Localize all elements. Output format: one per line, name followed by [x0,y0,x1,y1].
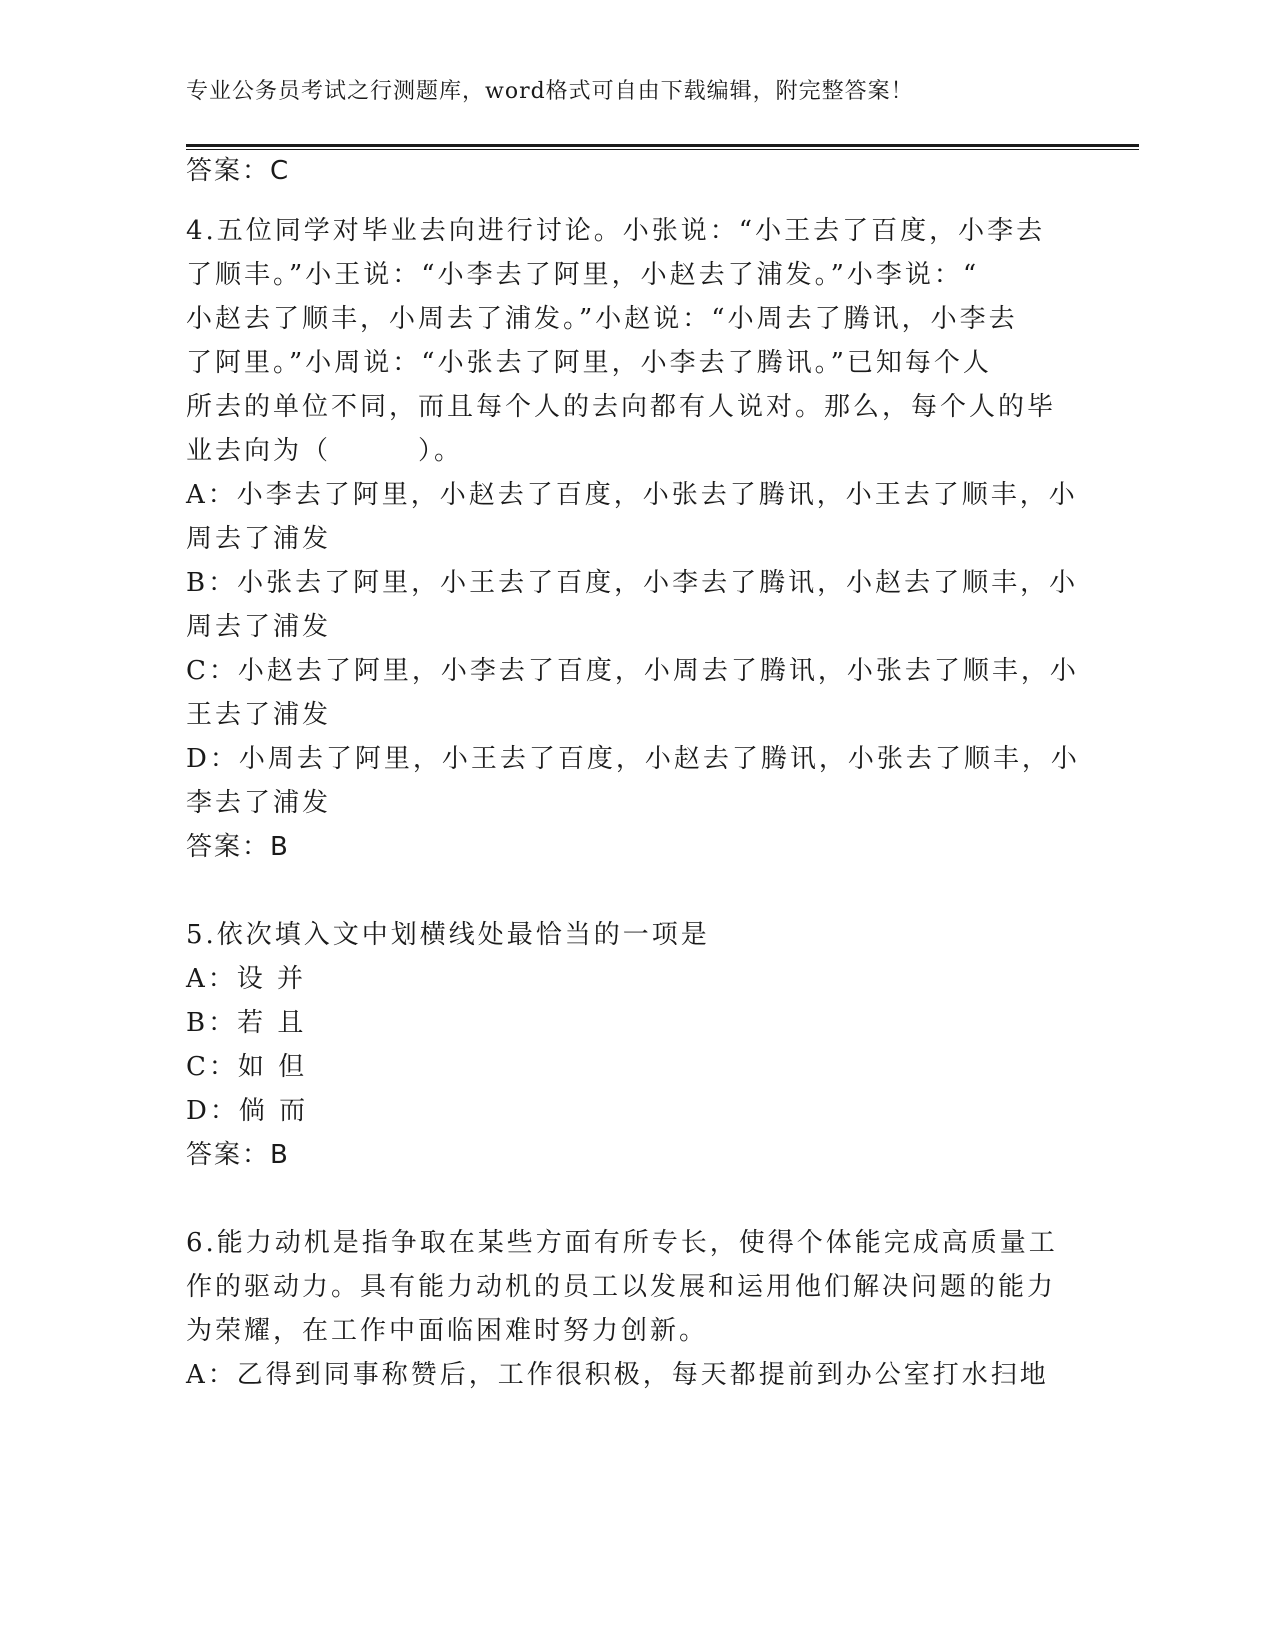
q5-option-c: C：如 但 [186,1052,308,1082]
q5-option-d: D：倘 而 [186,1096,309,1126]
q5-answer: 答案：B [186,1140,290,1170]
q6-stem-line: 作的驱动力。具有能力动机的员工以发展和运用他们解决问题的能力 [186,1272,1057,1302]
q5-option-b: B：若 且 [186,1008,307,1038]
q4-option-c-cont: 王去了浦发 [186,700,332,730]
q4-option-b-cont: 周去了浦发 [186,612,332,642]
q4-stem-line: 了阿里。”小周说：“小张去了阿里，小李去了腾讯。”已知每个人 [186,348,992,378]
q6-option-a: A：乙得到同事称赞后，工作很积极，每天都提前到办公室打水扫地 [186,1360,1049,1390]
header-divider-thin [186,149,1139,150]
q4-option-a-cont: 周去了浦发 [186,524,332,554]
q5-option-a: A：设 并 [186,964,307,994]
q4-option-d: D：小周去了阿里，小王去了百度，小赵去了腾讯，小张去了顺丰，小 [186,744,1080,774]
answer-prev-question: 答案：C [186,156,291,186]
q6-stem-line: 6.能力动机是指争取在某些方面有所专长，使得个体能完成高质量工 [186,1228,1058,1258]
q4-stem-line: 所去的单位不同，而且每个人的去向都有人说对。那么，每个人的毕 [186,392,1057,422]
q4-option-b: B：小张去了阿里，小王去了百度，小李去了腾讯，小赵去了顺丰，小 [186,568,1079,598]
page-header: 专业公务员考试之行测题库，word格式可自由下载编辑，附完整答案！ [186,79,914,104]
q4-option-c: C：小赵去了阿里，小李去了百度，小周去了腾讯，小张去了顺丰，小 [186,656,1079,686]
q4-stem-line: 小赵去了顺丰，小周去了浦发。”小赵说：“小周去了腾讯，小李去 [186,304,1018,334]
header-divider-thick [186,144,1139,147]
q4-stem-line: 了顺丰。”小王说：“小李去了阿里，小赵去了浦发。”小李说：“ [186,260,980,290]
q5-stem: 5.依次填入文中划横线处最恰当的一项是 [186,920,710,950]
q4-option-a: A：小李去了阿里，小赵去了百度，小张去了腾讯，小王去了顺丰，小 [186,480,1078,510]
q4-option-d-cont: 李去了浦发 [186,788,332,818]
q6-stem-line: 为荣耀，在工作中面临困难时努力创新。 [186,1316,709,1346]
q4-stem-line: 4.五位同学对毕业去向进行讨论。小张说：“小王去了百度，小李去 [186,216,1046,246]
q4-stem-line: 业去向为（ ）。 [186,436,464,466]
q4-answer: 答案：B [186,832,290,862]
